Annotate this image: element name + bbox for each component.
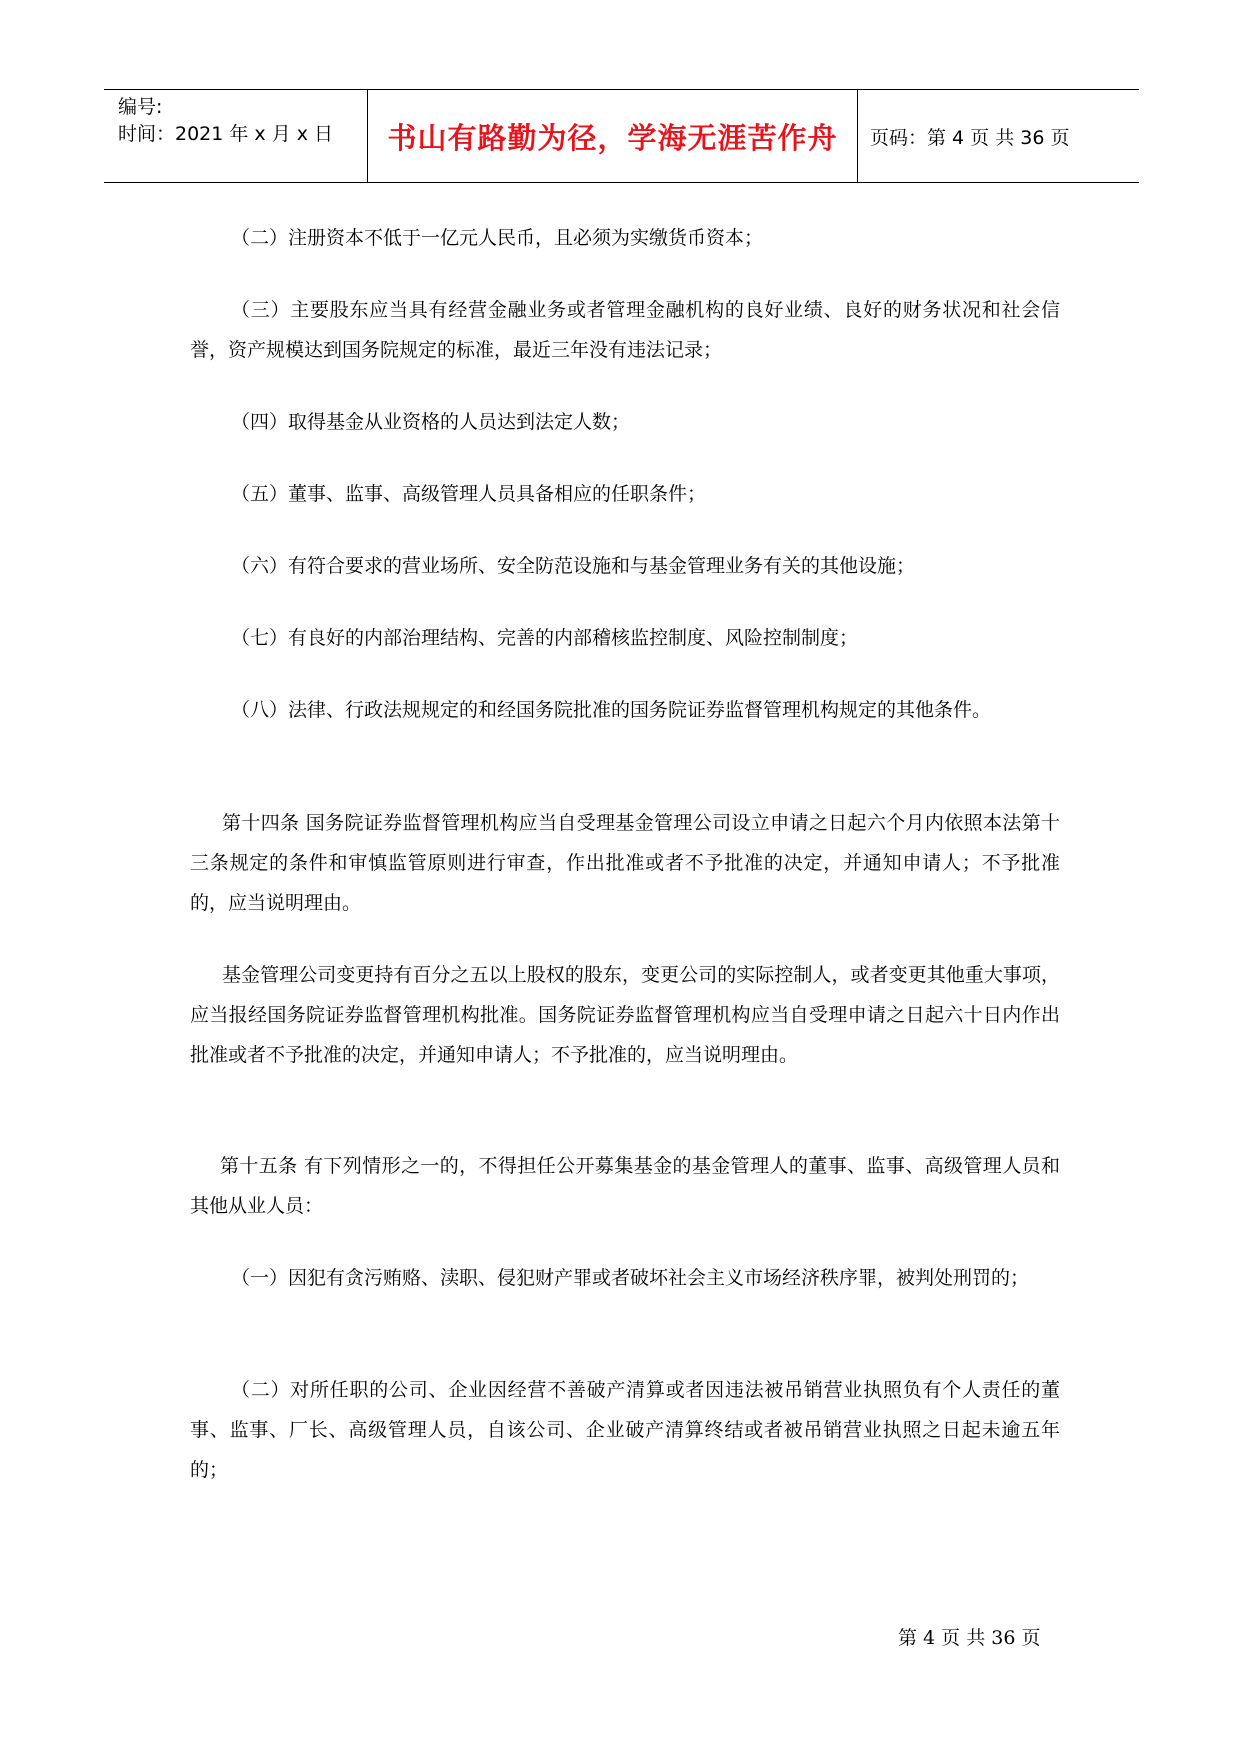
page-header xyxy=(104,89,1139,183)
header-motto: 书山有路勤为径，学海无涯苦作舟 xyxy=(387,120,838,155)
article-15: 第十五条 有下列情形之一的，不得担任公开募集基金的基金管理人的董事、监事、高级管理人员和其他从业人员： xyxy=(190,1155,1060,1217)
paragraph: （三）主要股东应当具有经营金融业务或者管理金融机构的良好业绩、良好的财务状况和社会信誉，资产规模达到国务院规定的标准，最近三年没有违法记录； xyxy=(190,299,1060,361)
paragraph: （七）有良好的内部治理结构、完善的内部稽核监控制度、风险控制制度； xyxy=(231,627,859,649)
paragraph: （二）对所任职的公司、企业因经营不善破产清算或者因违法被吊销营业执照负有个人责任的董事、监事、厂长、高级管理人员，自该公司、企业破产清算终结或者被吊销营业执照之日起未逾五年的； xyxy=(190,1379,1060,1481)
header-page-cell xyxy=(858,90,1139,182)
page-footer xyxy=(898,1623,1040,1650)
paragraph: （四）取得基金从业资格的人员达到法定人数； xyxy=(231,411,631,433)
header-meta-cell xyxy=(104,90,368,182)
paragraph: （二）注册资本不低于一亿元人民币，且必须为实缴货币资本； xyxy=(231,227,764,249)
paragraph: （五）董事、监事、高级管理人员具备相应的任职条件； xyxy=(231,483,707,505)
header-page-label: 页码：第 4 页 共 36 页 xyxy=(870,126,1070,149)
document-time-label: 时间：2021 年 x 月 x 日 xyxy=(118,123,334,145)
article-14: 第十四条 国务院证券监督管理机构应当自受理基金管理公司设立申请之日起六个月内依照本法第十三条规定的条件和审慎监管原则进行审查，作出批准或者不予批准的决定，并通知申请人；不予批准的，应当说明理由。 xyxy=(190,812,1060,914)
footer-page-number: 第 4 页 共 36 页 xyxy=(898,1627,1041,1649)
paragraph: （六）有符合要求的营业场所、安全防范设施和与基金管理业务有关的其他设施； xyxy=(231,555,916,577)
header-motto-cell xyxy=(368,90,858,182)
paragraph: 基金管理公司变更持有百分之五以上股权的股东，变更公司的实际控制人，或者变更其他重大事项，应当报经国务院证券监督管理机构批准。国务院证券监督管理机构应当自受理申请之日起六十日内作出批准或者不予批准的决定，并通知申请人；不予批准的，应当说明理由。 xyxy=(190,964,1060,1066)
paragraph: （八）法律、行政法规规定的和经国务院批准的国务院证券监督管理机构规定的其他条件。 xyxy=(231,699,992,721)
paragraph: （一）因犯有贪污贿赂、渎职、侵犯财产罪或者破坏社会主义市场经济秩序罪，被判处刑罚的； xyxy=(231,1267,1030,1289)
document-number-label: 编号: xyxy=(118,96,163,118)
